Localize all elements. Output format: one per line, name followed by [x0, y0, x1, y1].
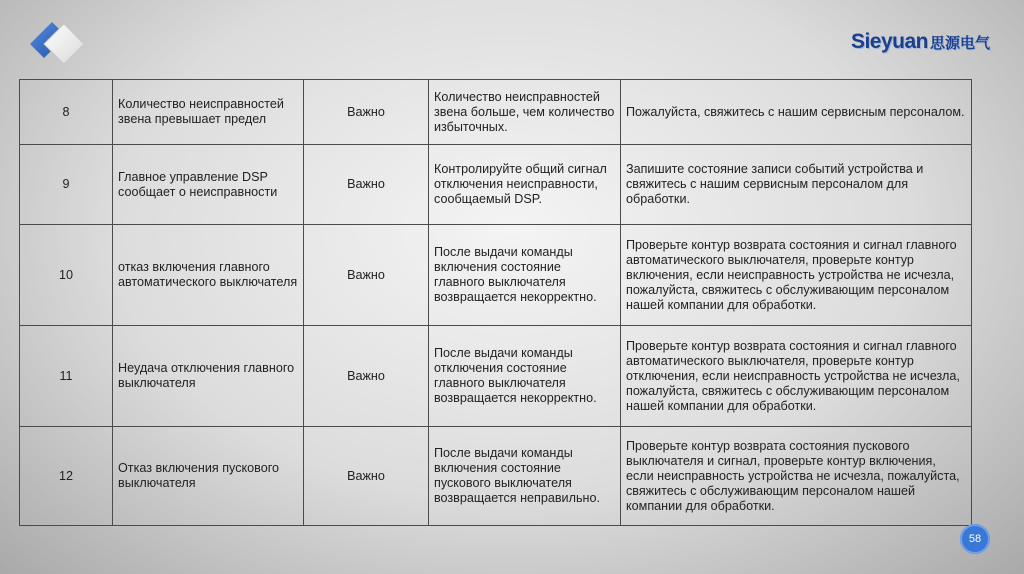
cell-action: Проверьте контур возврата состояния и сигнал главного автоматического выключателя, проверьте контур отключения, если неисправность устройства не исчезла, пожалуйста, свяжитесь с обслуживающим персоналом нашей компании для обработки.: [621, 326, 972, 427]
cell-importance: Важно: [304, 145, 429, 225]
cell-number: 12: [20, 427, 113, 526]
table-row: [20, 427, 972, 526]
cell-action: Проверьте контур возврата состояния и сигнал главного автоматического выключателя, проверьте контур включения, если неисправность устройства не исчезла, пожалуйста, свяжитесь с обслуживающим персоналом нашей компании для обработки.: [621, 225, 972, 326]
table-row: [20, 145, 972, 225]
table-row: [20, 326, 972, 427]
cell-fault-name: Отказ включения пускового выключателя: [113, 427, 304, 526]
cell-description: Количество неисправностей звена больше, чем количество избыточных.: [429, 80, 621, 145]
table-row: [20, 225, 972, 326]
cell-importance: Важно: [304, 427, 429, 526]
cell-importance: Важно: [304, 326, 429, 427]
cell-action: Запишите состояние записи событий устройства и свяжитесь с нашим сервисным персоналом для обработки.: [621, 145, 972, 225]
cell-importance: Важно: [304, 80, 429, 145]
fault-table: [19, 79, 972, 526]
cell-number: 8: [20, 80, 113, 145]
cell-importance: Важно: [304, 225, 429, 326]
brand-latin: Sieyuan: [850, 30, 928, 53]
brand-chinese: 思源电气: [929, 35, 990, 52]
cell-fault-name: отказ включения главного автоматического выключателя: [113, 225, 304, 326]
diamond-logo-icon: [22, 14, 92, 68]
cell-fault-name: Количество неисправностей звена превышает предел: [113, 80, 304, 145]
cell-action: Пожалуйста, свяжитесь с нашим сервисным персоналом.: [621, 80, 972, 145]
cell-fault-name: Неудача отключения главного выключателя: [113, 326, 304, 427]
cell-number: 9: [20, 145, 113, 225]
page-number-badge: 58: [960, 524, 990, 554]
cell-description: Контролируйте общий сигнал отключения неисправности, сообщаемый DSP.: [429, 145, 621, 225]
cell-fault-name: Главное управление DSP сообщает о неисправности: [113, 145, 304, 225]
cell-description: После выдачи команды включения состояние пускового выключателя возвращается неправильно.: [429, 427, 621, 526]
cell-action: Проверьте контур возврата состояния пускового выключателя и сигнал, проверьте контур включения, если неисправность устройства не исчезла, пожалуйста, свяжитесь с обслуживающим персоналом нашей компании для обработки.: [621, 427, 972, 526]
cell-number: 10: [20, 225, 113, 326]
brand-logo: [851, 30, 990, 54]
table-row: [20, 80, 972, 145]
cell-number: 11: [20, 326, 113, 427]
cell-description: После выдачи команды отключения состояние главного выключателя возвращается некорректно.: [429, 326, 621, 427]
cell-description: После выдачи команды включения состояние главного выключателя возвращается некорректно.: [429, 225, 621, 326]
